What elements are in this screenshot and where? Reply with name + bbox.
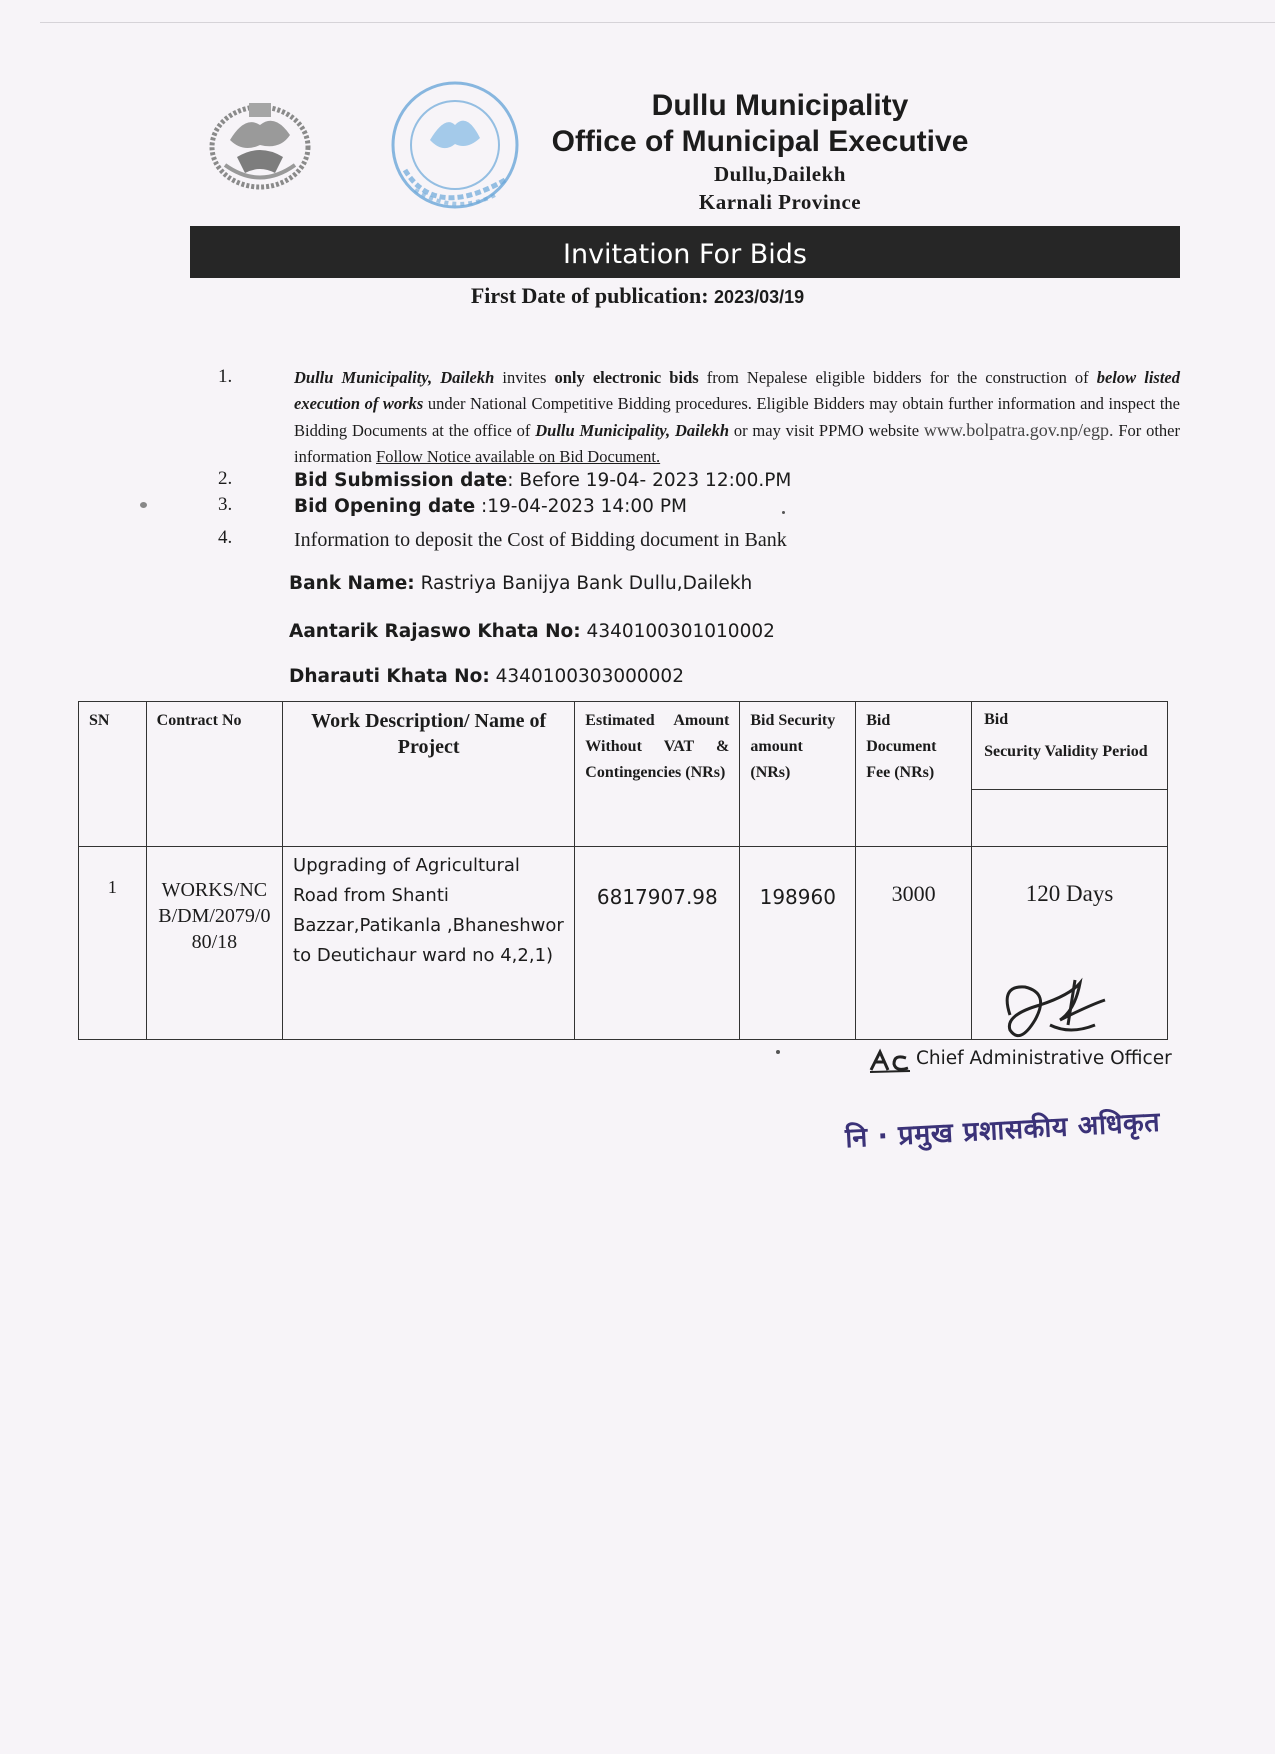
letterhead bbox=[0, 0, 1275, 230]
dharauti-account bbox=[289, 666, 684, 687]
office-name: Office of Municipal Executive bbox=[551, 125, 969, 158]
header-document-fee: Bid Document Fee (NRs) bbox=[856, 702, 972, 847]
officer-title: Chief Administrative Officer bbox=[916, 1048, 1172, 1069]
municipality-ref: Dullu Municipality, Dailekh bbox=[294, 368, 495, 387]
field-label: Bid Opening date bbox=[294, 496, 476, 517]
publication-value: 2023/03/19 bbox=[714, 287, 805, 307]
emphasis: only electronic bids bbox=[554, 368, 699, 387]
header-contract-no: Contract No bbox=[146, 702, 282, 847]
field-value: 4340100303000002 bbox=[489, 666, 684, 687]
header-estimated-amount bbox=[575, 702, 740, 847]
address-line-1: Dullu,Dailekh bbox=[714, 162, 846, 186]
text-segment: from Nepalese eligible bidders for the construction of bbox=[698, 368, 1097, 387]
bid-opening-date bbox=[294, 494, 1180, 520]
item-number: 4. bbox=[218, 527, 233, 548]
header-validity-period bbox=[972, 702, 1168, 847]
text-segment: invites bbox=[494, 368, 555, 387]
bank-deposit-info: Information to deposit the Cost of Bidding document in Bank bbox=[294, 529, 787, 551]
item-number: 2. bbox=[218, 468, 233, 489]
validity-header-bid: Bid bbox=[984, 711, 1009, 728]
scan-speck bbox=[140, 502, 147, 508]
municipality-name: Dullu Municipality bbox=[651, 89, 909, 122]
field-label: Dharauti Khata No: bbox=[289, 666, 490, 687]
rajaswo-account bbox=[289, 621, 775, 642]
field-value: 4340100301010002 bbox=[580, 621, 775, 642]
scan-speck bbox=[776, 1050, 780, 1054]
item-number: 1. bbox=[218, 366, 233, 387]
cell-document-fee: 3000 bbox=[856, 847, 972, 1040]
municipality-ref: Dullu Municipality, Dailekh bbox=[535, 421, 730, 440]
item-number: 3. bbox=[218, 494, 233, 515]
field-value: Rastriya Banijya Bank Dullu,Dailekh bbox=[414, 573, 753, 594]
officer-stamp: नि · प्रमुख प्रशासकीय अधिकृत bbox=[844, 1106, 1161, 1155]
text-segment: under National Competitive Bidding procedures. Eligible Bidders may obtain further information and inspect the Bidding Documents at the office of bbox=[294, 394, 1180, 440]
address-line-2: Karnali Province bbox=[698, 190, 862, 214]
text-segment: For other information bbox=[294, 421, 1180, 466]
validity-header-top bbox=[972, 702, 1167, 790]
field-label: Bid Submission date bbox=[294, 470, 508, 491]
cell-contract-no: WORKS/NCB/DM/2079/080/18 bbox=[146, 847, 282, 1040]
header-bid-security: Bid Security amount (NRs) bbox=[740, 702, 856, 847]
bid-submission-date bbox=[294, 468, 1180, 494]
text-segment: Follow Notice available on Bid Document. bbox=[376, 447, 661, 466]
header-est-part2: Contingencies (NRs) bbox=[585, 764, 726, 781]
header-work-description: Work Description/ Name of Project bbox=[283, 702, 575, 847]
field-value: :19-04-2023 14:00 PM bbox=[475, 496, 687, 517]
government-emblem-icon bbox=[205, 95, 315, 195]
signature-prefix-icon bbox=[868, 1046, 913, 1074]
bank-name bbox=[289, 573, 752, 594]
cell-work-description: Upgrading of Agricultural Road from Shanti Bazzar,Patikanla ,Bhaneshwor to Deutichaur ward no 4,2,1) bbox=[283, 847, 575, 1040]
text-segment: or may visit PPMO website bbox=[729, 421, 924, 440]
item-1-text bbox=[294, 365, 1180, 470]
field-label: Bank Name: bbox=[289, 573, 415, 594]
field-label: Aantarik Rajaswo Khata No: bbox=[289, 621, 581, 642]
cell-bid-security: 198960 bbox=[740, 847, 856, 1040]
cell-estimated-amount: 6817907.98 bbox=[575, 847, 740, 1040]
field-value: : Before 19-04- 2023 12:00.PM bbox=[507, 470, 792, 491]
validity-header-bottom bbox=[972, 790, 1167, 846]
notice-title: Invitation For Bids bbox=[190, 226, 1180, 278]
publication-label: First Date of publication: bbox=[470, 283, 709, 308]
publication-date bbox=[0, 283, 1275, 309]
emphasis: below listed execution of works bbox=[294, 368, 1180, 413]
ppmo-website-link[interactable]: www.bolpatra.gov.np/egp. bbox=[923, 420, 1114, 440]
header-sn: SN bbox=[79, 702, 147, 847]
validity-header-label: Security Validity Period bbox=[984, 743, 1148, 760]
header-est-part1: Estimated Amount Without VAT & bbox=[585, 712, 730, 755]
table-header-row bbox=[79, 702, 1168, 847]
scan-speck bbox=[782, 511, 785, 514]
cell-validity: 120 Days bbox=[972, 847, 1168, 1040]
cell-sn: 1 bbox=[79, 847, 147, 1040]
